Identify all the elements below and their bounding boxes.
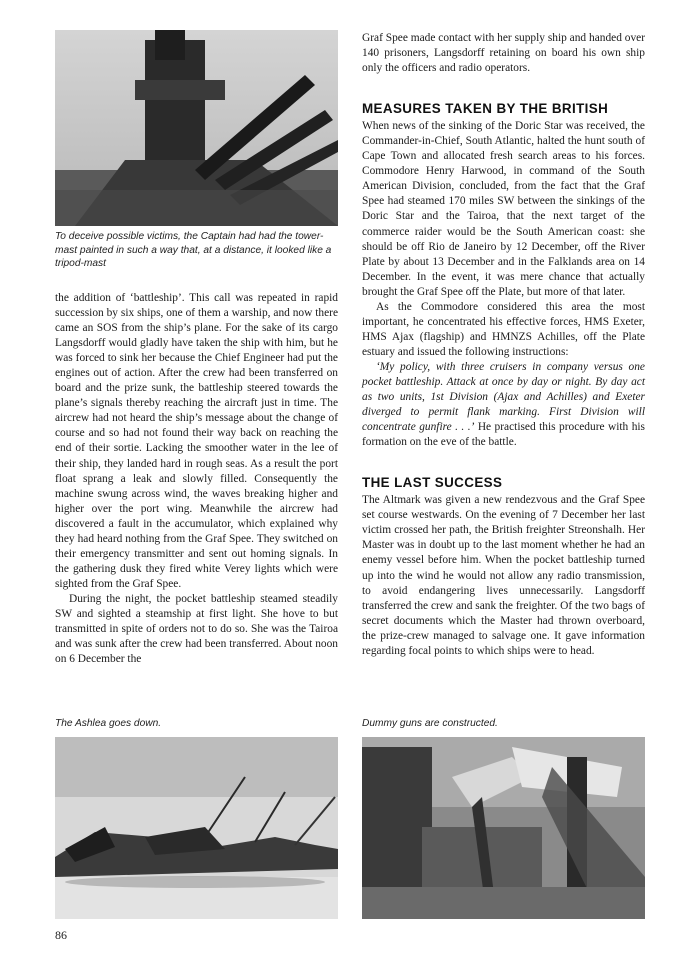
ashlea-photo-caption: The Ashlea goes down. <box>55 718 162 729</box>
battleship-photo-caption: To deceive possible victims, the Captain had had the tower-mast painted in such a way that, at a distance, it looked like a tripod-mast <box>55 231 332 269</box>
british-paragraph-1: When news of the sinking of the Doric Star was received, the Commander-in-Chief, South Atlantic, halted the hunt south of Cape Town and allocated fresh search areas to his forces. Commodore Henry Harwood, in command of the South American Division, concluded, from the fact that the Graf Spee had steamed 170 miles SW between the sinkings of the Doric Star and the Tairoa, that the next target of the commerce raider would be the South American coast: she should be off Rio de Janeiro by 12 December, off the River Plate by about 13 December and in the Falklands area on 14 December. In the event, it was mere chance that actually brought the Graf Spee off the Plate, but more of that later. <box>362 120 645 298</box>
ashlea-photo <box>55 737 338 919</box>
battleship-photo-icon <box>55 30 338 226</box>
left-paragraph-2: During the night, the pocket battleship steamed steadily SW and sighted a steamship at first light. She hove to but transmitted in spite of orders not to do so. She was the Tairoa and was sunk after the crew had been transferred. About noon on 6 December the <box>55 592 338 666</box>
sinking-ship-photo-icon <box>55 737 338 919</box>
british-quote-paragraph <box>362 360 645 450</box>
right-intro-paragraph: Graf Spee made contact with her supply ship and handed over 140 prisoners, Langsdorff retaining on board his own ship only the officers and radio operators. <box>362 32 645 75</box>
harwood-quote-after: He practised this procedure with his formation on the eve of the battle. <box>362 421 645 449</box>
dummy-guns-photo-icon <box>362 737 645 919</box>
left-column-text <box>55 291 338 667</box>
section-heading-last-success: THE LAST SUCCESS <box>362 475 503 491</box>
last-success-paragraph-1: The Altmark was given a new rendezvous and the Graf Spee set course westwards. On the evening of 7 December her last victim crossed her path, the British freighter Streonshalh. Her Master was in doubt up to the last moment whether he had an enemy vessel before him. When the pocket battleship turned up into the wind he would not allow any radio transmission, to avoid endangering lives unnecessarily. Langsdorff transferred the crew and sank the freighter. Of the two bags of secret documents which the Master had thrown overboard, the prize-crew managed to salvage one. It gave information regarding focal points to which ships were to head. <box>362 494 645 657</box>
battleship-photo <box>55 30 338 226</box>
dummy-guns-photo <box>362 737 645 919</box>
dummy-guns-photo-caption: Dummy guns are constructed. <box>362 718 498 729</box>
right-column-text <box>362 31 645 659</box>
section-heading-british: MEASURES TAKEN BY THE BRITISH <box>362 101 609 117</box>
harwood-quote: ‘My policy, with three cruisers in company versus one pocket battleship. Attack at once by day or night. By day act as two units, 1st Division (Ajax and Achilles) and Exeter diverged to permit flank marking. First Division will concentrate gunfire . . .’ <box>362 360 645 434</box>
left-paragraph-1: the addition of ‘battleship’. This call was repeated in rapid succession by six ships, one of them a warship, and now there came an SOS from the ship’s plane. For the sake of its cargo Langsdorff would gladly have taken the ship with him, but he was forced to sink her because the Chief Engineer had put the engines out of action. After the crew had been transferred on board and the prize sunk, the battleship steered towards the plane’s signals thereby reaching the aircraft just in time. The aircrew had not heard the ship’s message about the change of course and so had not found their way back on reaching the end of their sortie. Lacking the smoother water in the lee of their ship, they landed hard in rough seas. As a result the port float sprang a leak and slowly filled. Consequently the machine swung across wind, the waves breaking higher and higher over the port wing. Meanwhile the aircrew had discovered a fault in the accumulator, which explained why they had heard nothing from the Graf Spee. They switched on their emergency transmitter and sent out homing signals. In the gathering dusk they fired white Verey lights which were sighted from the Graf Spee. <box>55 292 338 590</box>
page-number: 86 <box>55 928 67 942</box>
british-paragraph-2: As the Commodore considered this area the most important, he concentrated his effective forces, HMS Exeter, HMS Ajax (flagship) and HMNZS Achilles, off the Plate estuary and issued the following instructions: <box>362 300 645 358</box>
